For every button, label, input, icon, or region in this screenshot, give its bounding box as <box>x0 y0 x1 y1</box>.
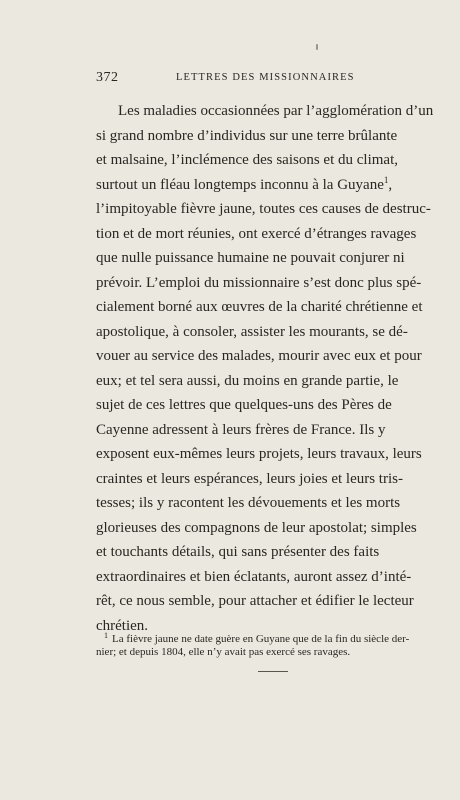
text-line: eux; et tel sera aussi, du moins en grande partie, le <box>96 372 399 389</box>
text-line: chrétien. <box>96 617 149 634</box>
text-line: apostolique, à consoler, assister les mourants, se dé- <box>96 323 408 340</box>
text-fragment: surtout un fléau longtemps inconnu à la Guyane <box>96 176 384 193</box>
text-line: tion et de mort réunies, ont exercé d’étranges ravages <box>96 225 417 242</box>
footnote-marker: 1 <box>104 631 108 640</box>
text-line: sujet de ces lettres que quelques-uns des Pères de <box>96 397 392 413</box>
paper-speck <box>316 44 318 50</box>
text-line: craintes et leurs espérances, leurs joies et leurs tris- <box>96 470 403 487</box>
end-rule <box>258 671 288 672</box>
footnote-line: nier; et depuis 1804, elle n’y avait pas exercé ses ravages. <box>96 646 351 658</box>
text-line: Cayenne adressent à leurs frères de France. Ils y <box>96 421 386 438</box>
text-line: l’impitoyable fièvre jaune, toutes ces causes de destruc- <box>96 201 431 217</box>
text-line: exposent eux-mêmes leurs projets, leurs travaux, leurs <box>96 446 422 462</box>
text-line: si grand nombre d’individus sur une terre brûlante <box>96 127 398 144</box>
running-title: LETTRES DES MISSIONNAIRES <box>176 72 355 83</box>
page-header <box>96 70 358 88</box>
text-line: et touchants détails, qui sans présenter des faits <box>96 544 380 560</box>
text-line: glorieuses des compagnons de leur apostolat; simples <box>96 519 417 536</box>
text-line: Les maladies occasionnées par l’agglomération d’un <box>118 103 434 119</box>
text-line: prévoir. L’emploi du missionnaire s’est donc plus spé- <box>96 274 422 291</box>
footnote <box>96 627 410 661</box>
text-line: rêt, ce nous semble, pour attacher et édifier le lecteur <box>96 593 414 609</box>
text-line: tesses; ils y racontent les dévouements et les morts <box>96 495 401 511</box>
text-fragment: , <box>388 176 393 193</box>
text-line: que nulle puissance humaine ne pouvait conjurer ni <box>96 250 405 266</box>
text-line-with-footnote-ref <box>96 173 393 198</box>
text-line: et malsaine, l’inclémence des saisons et du climat, <box>96 152 398 168</box>
footnote-text: La fièvre jaune ne date guère en Guyane que de la fin du siècle der- <box>112 633 410 645</box>
page-number: 372 <box>96 70 119 85</box>
footnote-line <box>96 627 410 645</box>
text-line: extraordinaires et bien éclatants, auront assez d’inté- <box>96 568 412 585</box>
text-line: vouer au service des malades, mourir avec eux et pour <box>96 348 422 364</box>
footnote-reference[interactable]: 1 <box>383 174 389 185</box>
body-paragraph <box>96 99 434 638</box>
text-line: cialement borné aux œuvres de la charité chrétienne et <box>96 299 423 315</box>
